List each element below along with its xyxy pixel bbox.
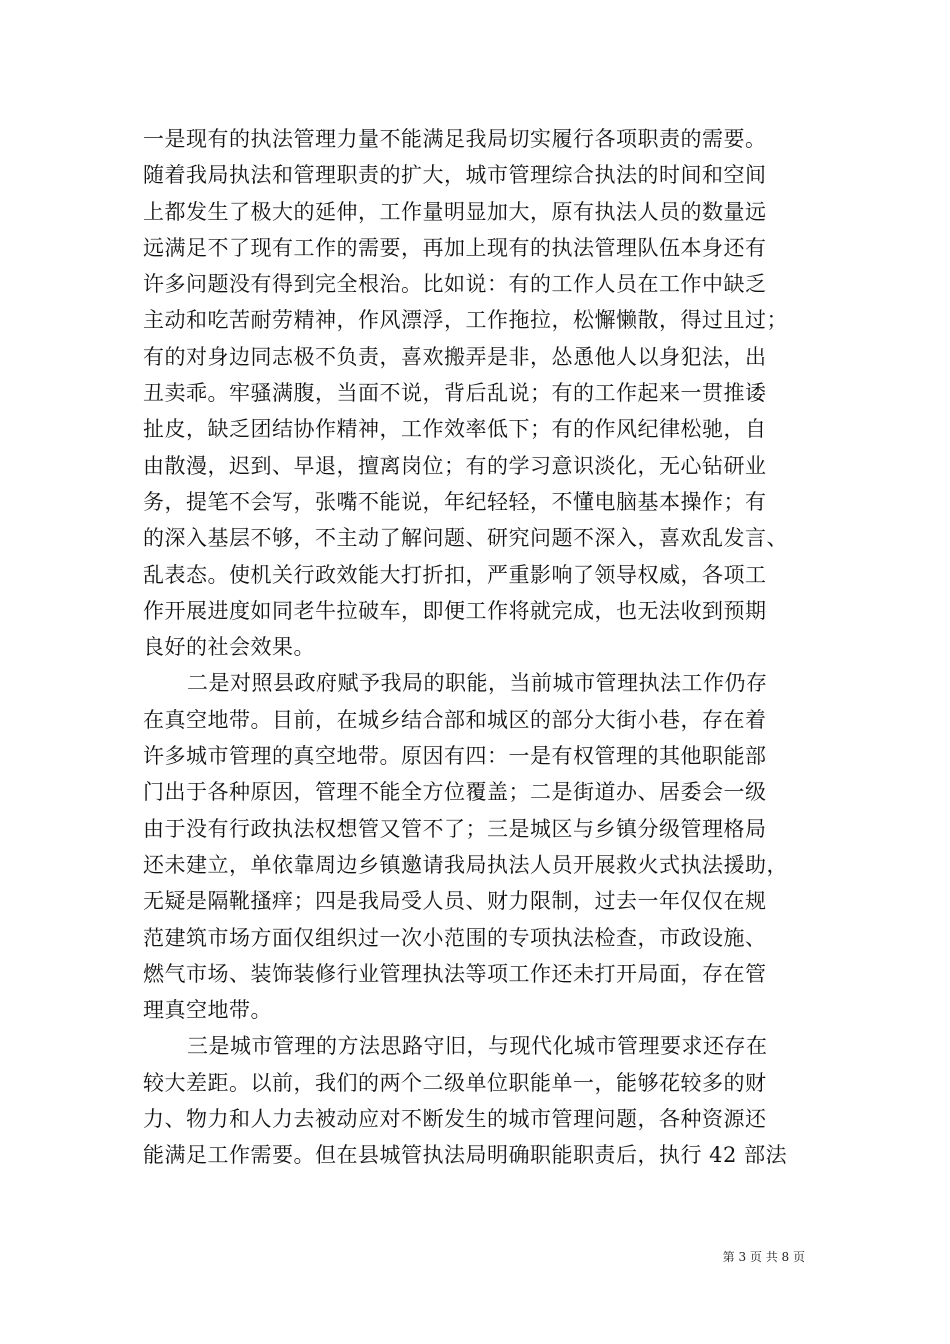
text-line: 许多问题没有得到完全根治。比如说：有的工作人员在工作中缺乏: [143, 272, 767, 297]
paragraph-first-line: 二是对照县政府赋予我局的职能，当前城市管理执法工作仍存: [187, 671, 768, 696]
text-line: 在真空地带。目前，在城乡结合部和城区的部分大街小巷，存在着: [143, 707, 767, 732]
page-number: 第 3 页 共 8 页: [722, 1250, 805, 1264]
text-line: 主动和吃苦耐劳精神，作风漂浮，工作拖拉，松懈懒散，得过且过；: [143, 308, 788, 333]
text-line: 远满足不了现有工作的需要，再加上现有的执法管理队伍本身还有: [143, 235, 767, 260]
text-line: 还未建立，单依靠周边乡镇邀请我局执法人员开展救火式执法援助，: [143, 852, 788, 877]
text-line: 作开展进度如同老牛拉破车，即便工作将就完成，也无法收到预期: [143, 598, 767, 623]
text-line: 一是现有的执法管理力量不能满足我局切实履行各项职责的需要。: [143, 127, 767, 151]
text-line: 较大差距。以前，我们的两个二级单位职能单一，能够花较多的财: [143, 1070, 767, 1095]
text-line: 的深入基层不够，不主动了解问题、研究问题不深入，喜欢乱发言、: [143, 526, 788, 551]
body-text: [143, 121, 813, 1174]
text-line: 能满足工作需要。但在县城管执法局明确职能职责后，执行 42 部法: [143, 1143, 788, 1168]
text-line: 燃气市场、装饰装修行业管理执法等项工作还未打开局面，存在管: [143, 961, 767, 986]
text-line: 随着我局执法和管理职责的扩大，城市管理综合执法的时间和空间: [143, 163, 767, 188]
text-line: 门出于各种原因，管理不能全方位覆盖；二是街道办、居委会一级: [143, 780, 767, 805]
text-line: 理真空地带。: [143, 998, 272, 1023]
text-line: 良好的社会效果。: [143, 635, 315, 660]
text-line: 务，提笔不会写，张嘴不能说，年纪轻轻，不懂电脑基本操作；有: [143, 489, 767, 514]
text-line: 有的对身边同志极不负责，喜欢搬弄是非，怂恿他人以身犯法，出: [143, 344, 767, 369]
text-line: 范建筑市场方面仅组织过一次小范围的专项执法检查，市政设施、: [143, 925, 767, 950]
text-line: 乱表态。使机关行政效能大打折扣，严重影响了领导权威，各项工: [143, 562, 767, 587]
text-line: 由散漫，迟到、早退，擅离岗位；有的学习意识淡化，无心钻研业: [143, 453, 767, 478]
text-line: 许多城市管理的真空地带。原因有四：一是有权管理的其他职能部: [143, 744, 767, 769]
paragraph-first-line: 三是城市管理的方法思路守旧，与现代化城市管理要求还存在: [187, 1034, 768, 1059]
text-line: 力、物力和人力去被动应对不断发生的城市管理问题，各种资源还: [143, 1107, 767, 1132]
text-line: 扯皮，缺乏团结协作精神，工作效率低下；有的作风纪律松驰，自: [143, 417, 767, 442]
text-line: 由于没有行政执法权想管又管不了；三是城区与乡镇分级管理格局: [143, 816, 767, 841]
text-line: 上都发生了极大的延伸，工作量明显加大，原有执法人员的数量远: [143, 199, 767, 224]
text-line: 无疑是隔靴搔痒；四是我局受人员、财力限制，过去一年仅仅在规: [143, 889, 767, 914]
text-line: 丑卖乖。牢骚满腹，当面不说，背后乱说；有的工作起来一贯推诿: [143, 381, 767, 406]
